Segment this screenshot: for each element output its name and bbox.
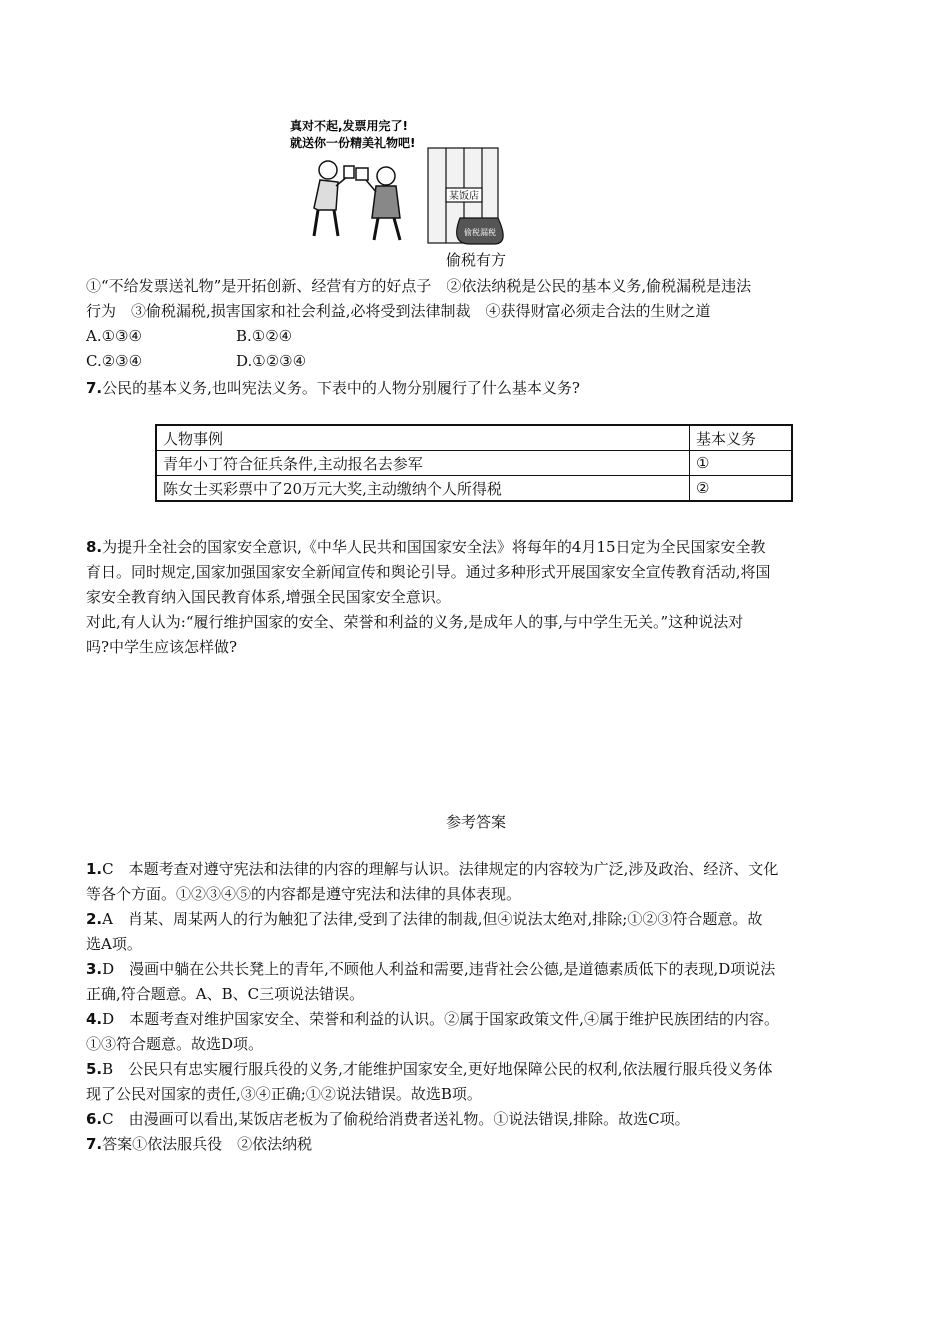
q8-text-line5: 吗?中学生应该怎样做? <box>86 638 238 656</box>
answer-text: D 本题考查对维护国家安全、荣誉和利益的认识。②属于国家政策文件,④属于维护民族团结的内容。 <box>102 1010 779 1028</box>
q6-options-row1 <box>86 325 386 347</box>
table-header-row <box>156 425 792 451</box>
q8-text-line2: 育日。同时规定,国家加强国家安全新闻宣传和舆论引导。通过多种形式开展国家安全宣传教育活动,将国 <box>86 563 771 581</box>
table-header-cell: 人物事例 <box>156 425 690 451</box>
answers-title: 参考答案 <box>445 813 506 831</box>
answer-number: 2. <box>86 910 103 928</box>
table-cell: 青年小丁符合征兵条件,主动报名去参军 <box>156 451 690 476</box>
q8-number: 8. <box>86 538 103 556</box>
answer-text: B 公民只有忠实履行服兵役的义务,才能维护国家安全,更好地保障公民的权利,依法履行服兵役义务体 <box>102 1060 773 1078</box>
answer-text-cont: 现了公民对国家的责任,③④正确;①②说法错误。故选B项。 <box>86 1085 482 1103</box>
owner-figure <box>356 167 400 240</box>
q6-option-a[interactable]: A.①③④ <box>86 327 142 345</box>
answer-number: 4. <box>86 1010 103 1028</box>
answer-item <box>86 1108 866 1130</box>
q6-options-row2 <box>86 350 386 372</box>
q7-text: 公民的基本义务,也叫宪法义务。下表中的人物分别履行了什么基本义务? <box>102 379 580 397</box>
answer-text: D 漫画中躺在公共长凳上的青年,不顾他人利益和需要,违背社会公德,是道德素质低下的表现,D项说法 <box>102 960 776 978</box>
q8-line1 <box>86 536 866 558</box>
q6-option-d[interactable]: D.①②③④ <box>236 352 307 370</box>
answer-item <box>86 1008 866 1030</box>
answer-text-cont: ①③符合题意。故选D项。 <box>86 1035 264 1053</box>
answer-text: C 本题考查对遵守宪法和法律的内容的理解与认识。法律规定的内容较为广泛,涉及政治、经济、文化 <box>102 860 779 878</box>
answer-number: 6. <box>86 1110 103 1128</box>
cartoon-caption: 偷税有方 <box>445 251 506 269</box>
q8-text-line1: 为提升全社会的国家安全意识,《中华人民共和国国家安全法》将每年的4月15日定为全民国家安全教 <box>102 538 766 556</box>
q8-text-line4: 对此,有人认为:“履行维护国家的安全、荣誉和利益的义务,是成年人的事,与中学生无关。”这种说法对 <box>86 613 744 631</box>
q8-text-line3: 家安全教育纳入国民教育体系,增强全民国家安全意识。 <box>86 588 451 606</box>
table-row <box>156 451 792 476</box>
q6-option-c[interactable]: C.②③④ <box>86 352 143 370</box>
cartoon-speech-line2: 就送你一份精美礼物吧! <box>290 136 416 150</box>
answer-number: 3. <box>86 960 103 978</box>
answer-item <box>86 1133 866 1155</box>
table-cell: ① <box>690 451 793 476</box>
answer-number: 7. <box>86 1135 103 1153</box>
table-cell: ② <box>690 476 793 502</box>
answer-text: 答案①依法服兵役 ②依法纳税 <box>102 1135 313 1153</box>
table-header-cell: 基本义务 <box>690 425 793 451</box>
table-row <box>156 476 792 502</box>
tax-evasion-cartoon <box>288 118 538 248</box>
q6-statements-line2: 行为 ③偷税漏税,损害国家和社会利益,必将受到法律制裁 ④获得财富必须走合法的生财之道 <box>86 302 711 320</box>
shop-sign: 某饭店 <box>449 191 479 202</box>
q6-statements-line1: ①“不给发票送礼物”是开拓创新、经营有方的好点子 ②依法纳税是公民的基本义务,偷税漏税是违法 <box>86 277 752 295</box>
answer-number: 1. <box>86 860 103 878</box>
duty-table <box>155 424 793 502</box>
answer-text-cont: 选A项。 <box>86 935 142 953</box>
answer-item <box>86 908 866 930</box>
q7-question <box>86 377 866 399</box>
answer-item <box>86 958 866 980</box>
answer-text-cont: 正确,符合题意。A、B、C三项说法错误。 <box>86 985 365 1003</box>
q6-option-b[interactable]: B.①②④ <box>236 327 293 345</box>
q7-number: 7. <box>86 379 103 397</box>
answer-text: C 由漫画可以看出,某饭店老板为了偷税给消费者送礼物。①说法错误,排除。故选C项。 <box>102 1110 690 1128</box>
answer-item <box>86 858 866 880</box>
answer-item <box>86 1058 866 1080</box>
cartoon-speech-line1: 真对不起,发票用完了! <box>290 119 409 133</box>
money-bag-label: 偷税漏税 <box>464 228 496 237</box>
answer-number: 5. <box>86 1060 103 1078</box>
answer-text-cont: 等各个方面。①②③④⑤的内容都是遵守宪法和法律的具体表现。 <box>86 885 522 903</box>
answer-text: A 肖某、周某两人的行为触犯了法律,受到了法律的制裁,但④说法太绝对,排除;①②③符合题意。故 <box>102 910 763 928</box>
table-cell: 陈女士买彩票中了20万元大奖,主动缴纳个人所得税 <box>156 476 690 502</box>
customer-figure <box>314 161 354 236</box>
